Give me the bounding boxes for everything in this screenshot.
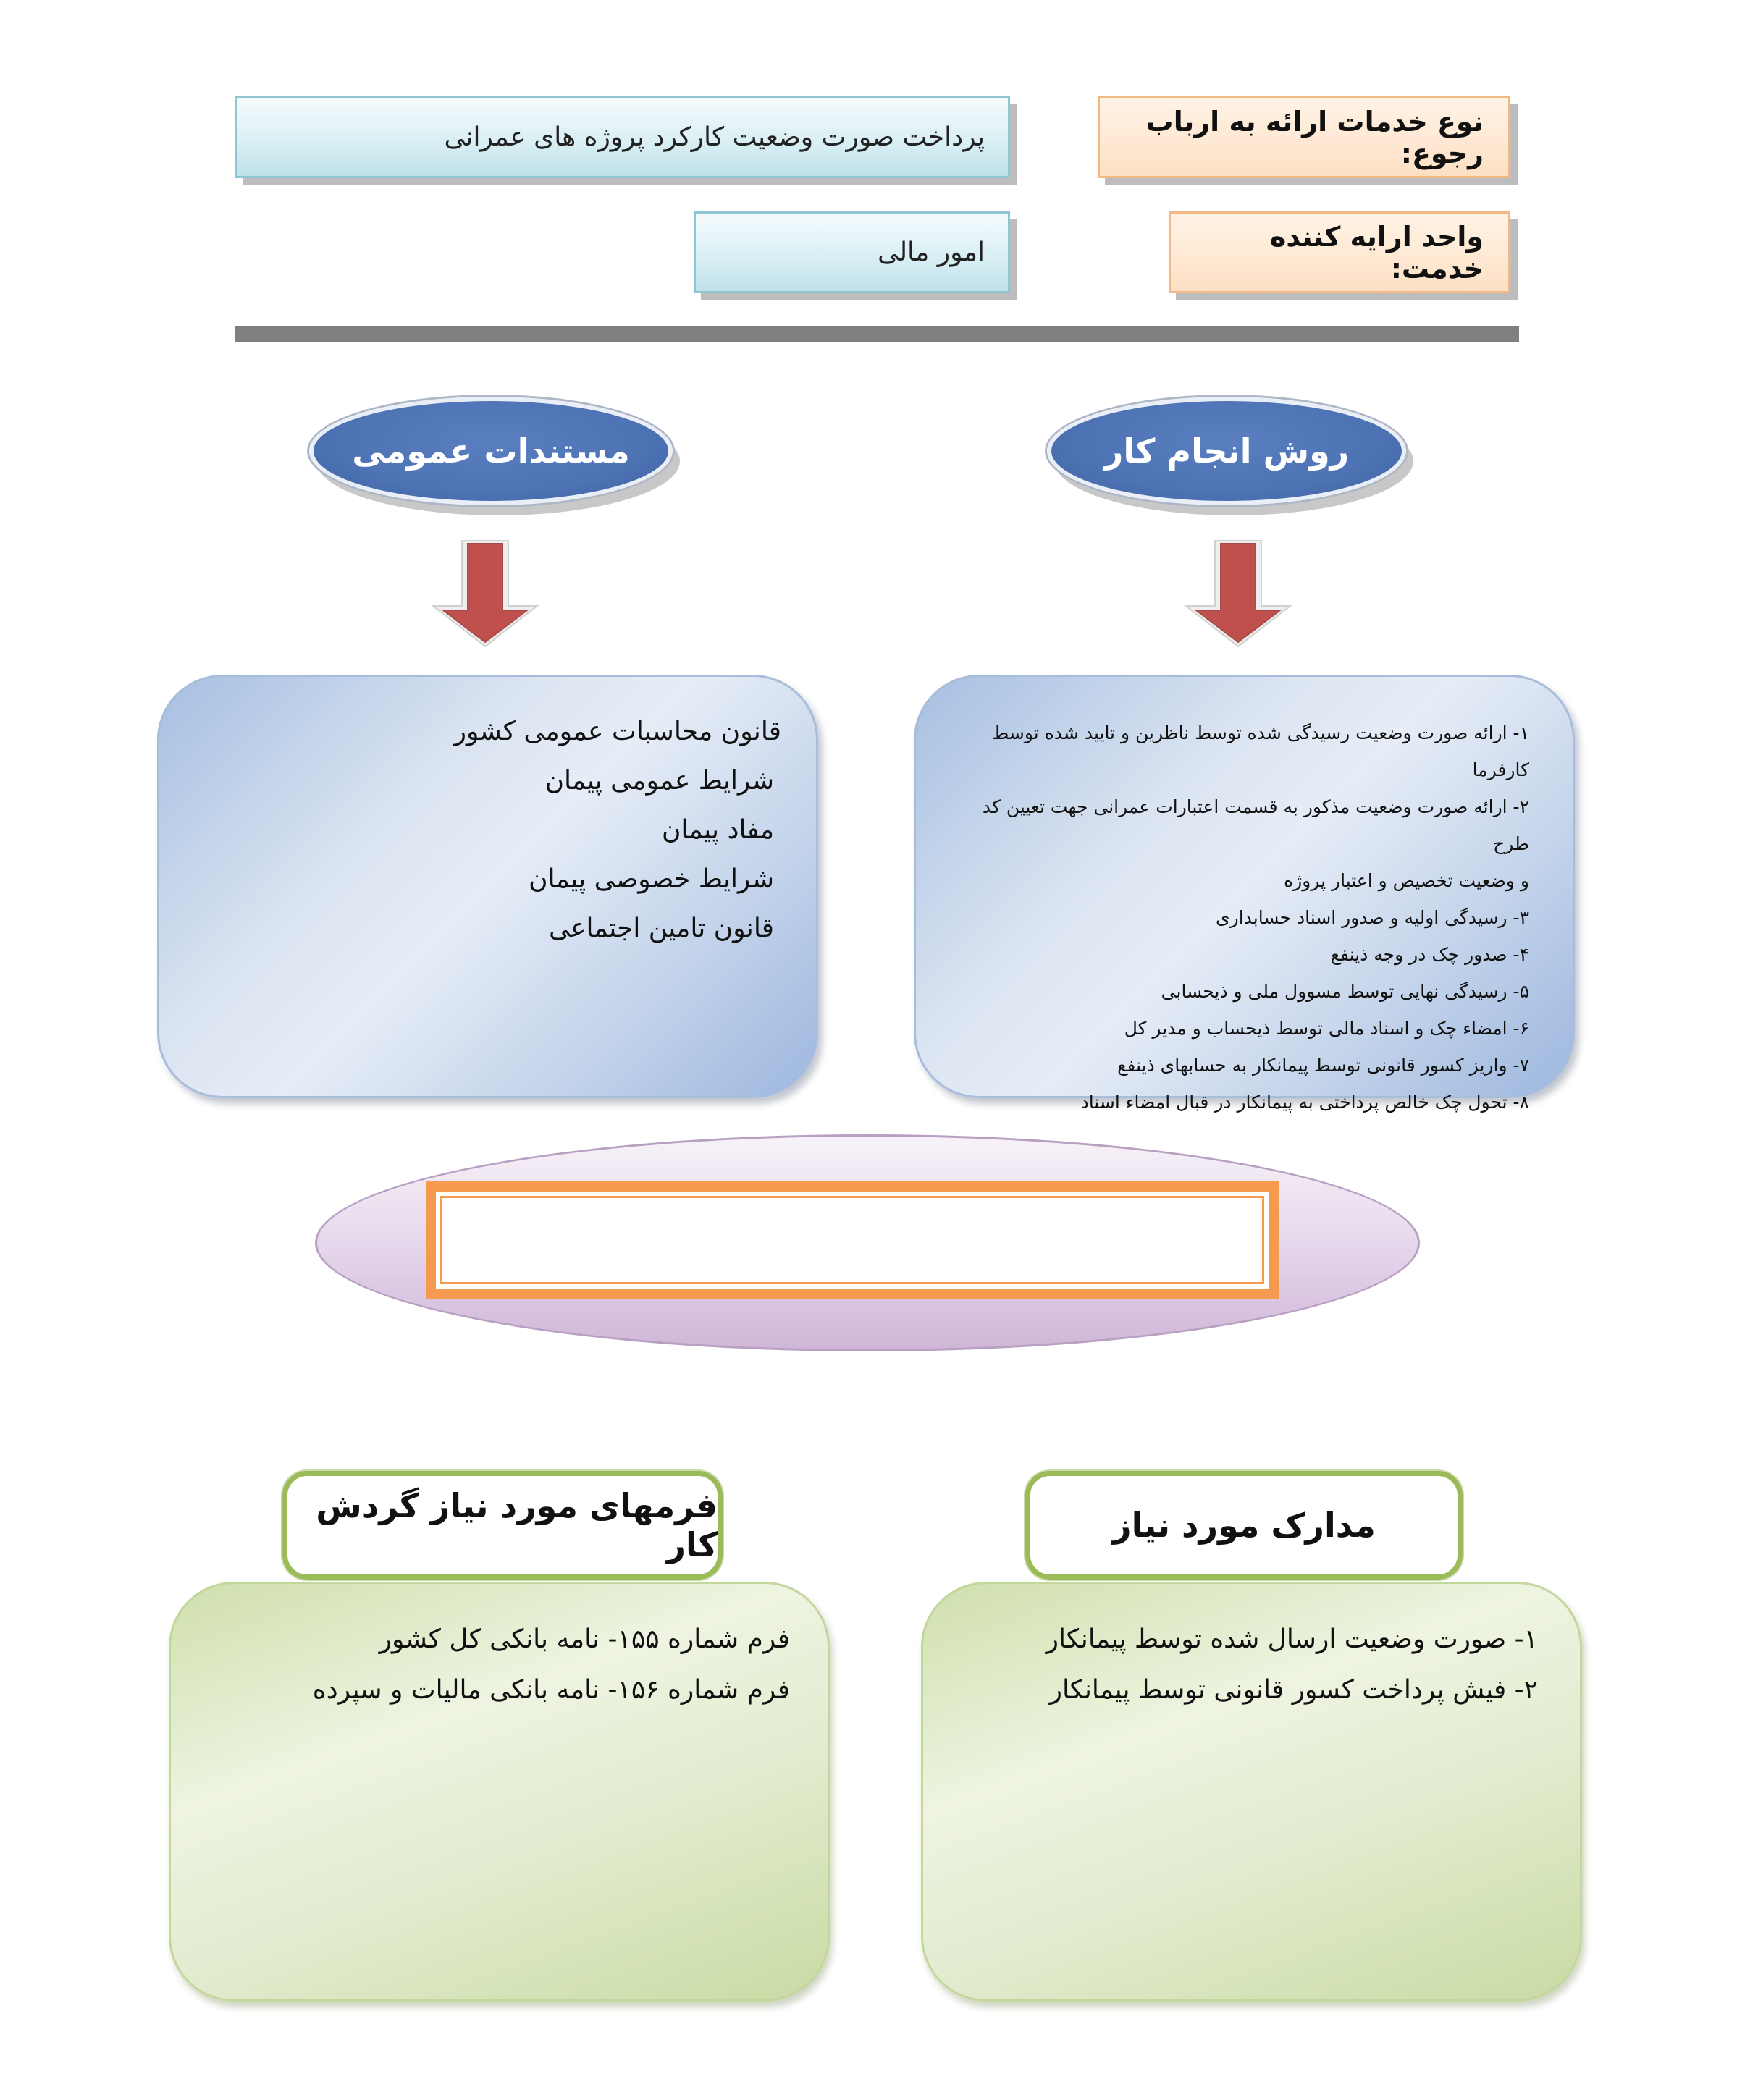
- workflow-forms-box: [169, 1582, 830, 2002]
- procedure-heading: [1047, 397, 1406, 505]
- header-divider: [235, 326, 1519, 342]
- procedure-steps-list: [945, 714, 1529, 1121]
- workflow-form-item: فرم شماره ۱۵۵- نامه بانکی کل کشور: [379, 1624, 790, 1654]
- procedure-step: ۷- واریز کسور قانونی توسط پیمانکار به حسابهای ذینفع: [1117, 1055, 1529, 1076]
- general-documents-title: مستندات عمومی: [352, 431, 630, 471]
- workflow-forms-title: فرمهای مورد نیاز گردش کار: [316, 1486, 718, 1564]
- workflow-forms-heading: [282, 1471, 723, 1580]
- procedure-step: ۱- ارائه صورت وضعیت رسیدگی شده توسط ناظرین و تایید شده توسط کارفرما: [992, 722, 1529, 780]
- general-documents-box: [157, 675, 818, 1098]
- general-document-item: شرایط عمومی پیمان: [544, 766, 774, 796]
- procedure-step: ۲- ارائه صورت وضعیت مذکور به قسمت اعتبارات عمرانی جهت تعیین کد طرح: [982, 796, 1529, 854]
- procedure-title: روش انجام کار: [1103, 431, 1350, 471]
- required-document-item: ۲- فیش پرداخت کسور قانونی توسط پیمانکار: [1049, 1675, 1538, 1705]
- service-type-value-box: [235, 96, 1010, 178]
- provider-unit-value: امور مالی: [878, 237, 985, 267]
- service-type-value: پرداخت صورت وضعیت کارکرد پروژه های عمرانی: [444, 122, 985, 152]
- provider-unit-label: واحد ارایه کننده خدمت:: [1269, 220, 1484, 284]
- central-empty-frame: [426, 1181, 1279, 1299]
- procedure-step: ۳- رسیدگی اولیه و صدور اسناد حسابداری: [1216, 907, 1529, 928]
- workflow-form-item: فرم شماره ۱۵۶- نامه بانکی مالیات و سپرده: [312, 1675, 790, 1705]
- procedure-step: و وضعیت تخصیص و اعتبار پروژه: [1284, 870, 1529, 891]
- required-document-item: ۱- صورت وضعیت ارسال شده توسط پیمانکار: [1046, 1624, 1538, 1654]
- general-documents-heading: [309, 397, 673, 505]
- procedure-down-arrow-icon: [1180, 539, 1296, 648]
- provider-unit-value-box: [694, 211, 1010, 293]
- central-empty-frame-inner: [440, 1196, 1264, 1284]
- service-type-label: نوع خدمات ارائه به ارباب رجوع:: [1145, 105, 1484, 169]
- required-documents-box: [921, 1582, 1582, 2002]
- general-documents-list: [203, 707, 781, 953]
- procedure-step: ۶- امضاء چک و اسناد مالی توسط ذیحساب و مدیر کل: [1124, 1018, 1529, 1039]
- procedure-step: ۸- تحول چک خالص پرداختی به پیمانکار در قبال امضاء اسناد: [1080, 1092, 1529, 1113]
- required-documents-list: [952, 1614, 1538, 1716]
- provider-unit-label-box: [1169, 211, 1510, 293]
- general-document-item: قانون محاسبات عمومی کشور: [453, 717, 781, 746]
- procedure-steps-box: [914, 675, 1575, 1113]
- service-type-label-box: [1098, 96, 1510, 178]
- procedure-step: ۴- صدور چک در وجه ذینفع: [1330, 944, 1529, 965]
- general-documents-down-arrow-icon: [427, 539, 543, 648]
- required-documents-heading: [1025, 1471, 1463, 1580]
- general-document-item: شرایط خصوصی پیمان: [529, 864, 774, 894]
- workflow-forms-list: [200, 1614, 790, 1716]
- general-document-item: مفاد پیمان: [661, 815, 774, 845]
- required-documents-title: مدارک مورد نیاز: [1112, 1506, 1376, 1545]
- general-document-item: قانون تامین اجتماعی: [548, 914, 774, 943]
- procedure-step: ۵- رسیدگی نهایی توسط مسوول ملی و ذیحسابی: [1161, 981, 1529, 1002]
